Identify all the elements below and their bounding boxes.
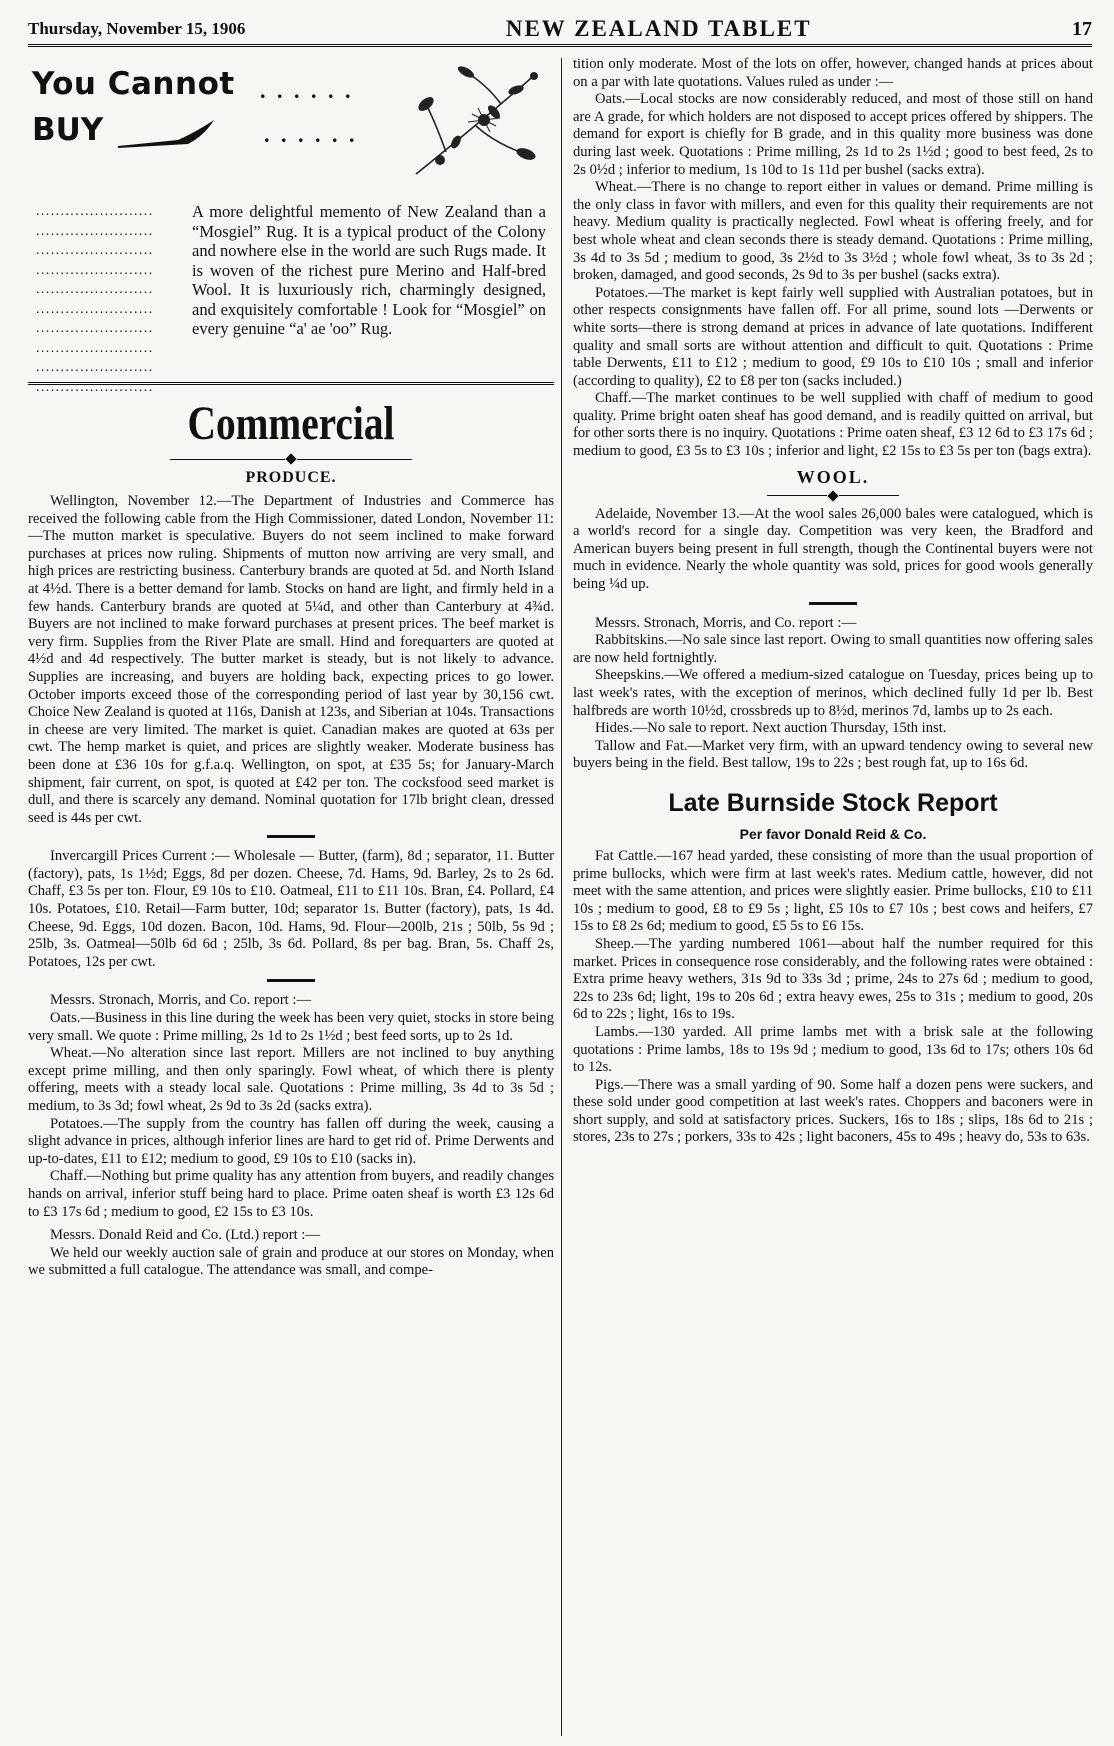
dot-leader: ........................ — [36, 379, 154, 395]
dot-leader: ........................ — [36, 223, 154, 239]
floral-spray-icon — [406, 64, 546, 184]
ad-headline-buy: BUY — [32, 112, 104, 148]
sheepskins: Sheepskins.—We offered a medium-sized catalogue on Tuesday, prices being up to last week's rates, with the exception of merinos, which declined fully 1d per lb. Best halfbreds are worth 10½d, crossbreds up to 8½d, merinos 7d, lambs up to 2s each. — [573, 667, 1093, 719]
invercargill-prices: Invercargill Prices Current :— Wholesale — Butter, (farm), 8d ; separator, 11. Butter (factory), pats, 1s 1½d; Eggs, 8d per dozen. Cheese, 7d. Hams, 9d. Barley, 2s to 2s 6d. Chaff, £3 5s per ton. Flour, £9 10s to £10. Oatmeal, £11 to £11 10s. Bran, £4. Pollard, £4 10s. Potatoes, £10. Retail—Farm butter, 10d; separator 1s. Butter (factory), pats, 1s 4d. Cheese, 9d. Eggs, 10d dozen. Bacon, 10d. Hams, 9d. Flour—200lb, 21s ; 50lb, 5s 9d ; 25lb, 3s. Oatmeal—50lb 6d 6d ; 25lb, 3s 6d. Pollard, 8s per bag. Bran, 5s. Chaff 2s, Potatoes, 12s per cwt. — [28, 848, 554, 970]
dot-leader: ........................ — [36, 301, 154, 317]
dot-leader: ........................ — [36, 204, 154, 219]
reid-auction-text: We held our weekly auction sale of grain and produce at our stores on Monday, when we submitted a full catalogue. The attendance was small, and compe- — [28, 1244, 554, 1279]
stronach-report-intro: Messrs. Stronach, Morris, and Co. report :— — [50, 992, 312, 1009]
ornamental-divider — [28, 455, 554, 463]
section-title-commercial: Commercial — [187, 397, 395, 450]
produce-heading: PRODUCE. — [245, 469, 337, 486]
lambs: Lambs.—130 yarded. All prime lambs met with a brisk sale at the following quotations : Prime lambs, 18s to 19s 9d ; medium to good, 13s 6d to 17s; others 10s 6d to 12s. — [573, 1023, 1093, 1076]
per-favor-credit: Per favor Donald Reid & Co. — [739, 825, 927, 842]
reid-wheat: Wheat.—There is no change to report either in values or demand. Prime milling is the only class in favor with millers, and even for this quality their requirements are not heavy. Medium quality is practically neglected. Fowl wheat is offering freely, and for best whole wheat and clean seconds there is steady demand. Quotations : Prime milling, 3s 4d to 3s 5d ; medium to good, 3s 2½d to 3s 3½d ; whole fowl wheat, 3s to 3s 2d ; broken, damaged, and good seconds, 2s 9d to 3s per bushel (sacks extra). — [573, 179, 1093, 284]
ad-dot-leaders — [36, 202, 186, 397]
sheep: Sheep.—The yarding numbered 1061—about half the number required for this market. Prices in consequence rose considerably, and the following rates were obtained : Extra prime heavy wethers, 31s 9d to 33s 3d ; prime, 24s to 27s 6d ; medium to good, 22s to 23s 6d; light, 19s to 20s 6d ; extra heavy ewes, 25s to 31s ; medium to good, 20s 6d to 22s ; light, 16s to 19s. — [573, 935, 1093, 1023]
fat-cattle: Fat Cattle.—167 head yarded, these consisting of more than the usual proportion of prime bullocks, which were firm at last week's rates. Medium cattle, however, did not meet with the same attention, and prices were slightly easier. Prime bullocks, £10 to £11 10s ; medium to good, £8 to £9 5s ; light, £5 10s to £7 10s ; best cows and heifers, £7 15s to £8 2s 6d; medium to good, £5 5s to £6 15s. — [573, 847, 1093, 935]
stronach-wheat: Wheat.—No alteration since last report. Millers are not inclined to buy anything except prime milling, and then only sparingly. Fowl wheat, of which there is plenty offering, meets with a steady local sale. Quotations : Prime milling, 3s 4d to 3s 5d ; medium, to 3s 3d; fowl wheat, 2s 9d to 3s 2d (sacks extra). — [28, 1045, 554, 1114]
stronach-chaff: Chaff.—Nothing but prime quality has any attention from buyers, and readily changes hands on arrival, inferior stuff being hard to place. Prime oaten sheaf is worth £3 12s 6d to £3 17s 6d ; medium to good, £2 15s to £3 10s. — [28, 1168, 554, 1220]
adelaide-wool-report: Adelaide, November 13.—At the wool sales 26,000 bales were catalogued, which is a world's record for a single day. Competition was very keen, the Bradford and American buyers being present in full strength, though the Continental buyers were not much in evidence. Nearly the whole quantity was sold, prices for good wools generally being ¼d up. — [573, 505, 1093, 593]
ad-dots-2: . . . . . . — [264, 122, 358, 147]
ad-dots-1: . . . . . . — [260, 78, 354, 103]
swoosh-arrow-icon — [118, 116, 218, 150]
issue-date: Thursday, November 15, 1906 — [28, 19, 246, 38]
dot-leader: ........................ — [36, 243, 154, 258]
dot-leader: ........................ — [36, 262, 154, 278]
wool-heading: WOOL. — [796, 466, 870, 487]
ornamental-divider — [573, 492, 1093, 500]
reid-auction-continued: tition only moderate. Most of the lots on offer, however, changed hands at prices about on a par with late quotations. Values ruled as under :— — [573, 56, 1093, 90]
pigs: Pigs.—There was a small yarding of 90. Some half a dozen pens were suckers, and these sold under good competition at last week's rates. Choppers and baconers were in short supply, and sold at satisfactory prices. Suckers, 16s to 18s ; slips, 18s 6d to 21s ; stores, 23s to 27s ; porkers, 33s to 42s ; light baconers, 45s to 49s ; heavy do, 53s to 63s. — [573, 1076, 1093, 1146]
late-burnside-heading: Late Burnside Stock Report — [668, 788, 998, 817]
stronach-potatoes: Potatoes.—The supply from the country has fallen off during the week, causing a slight advance in prices, although inferior lines are hard to get rid of. Prime Derwents and up-to-dates, £11 to £12; medium to good, £9 10s to £10 (sacks in). — [28, 1115, 554, 1167]
mosgiel-rug-advertisement — [28, 56, 554, 395]
stronach-oats: Oats.—Business in this line during the week has been very quiet, stocks in store being very small. We quote : Prime milling, 2s 1d to 2s 1½d ; best feed sorts, up to 2s 1d. — [28, 1010, 554, 1044]
ad-headline-you-cannot: You Cannot — [32, 66, 235, 102]
reid-report-intro: Messrs. Donald Reid and Co. (Ltd.) report :— — [50, 1227, 320, 1244]
ad-body-text: A more delightful memento of New Zealand than a “Mosgiel” Rug. It is a typical product of the Colony and nowhere else in the world are such Rugs made. It is woven of the richest pure Merino and Half-bred Wool. It is luxuriously rich, charmingly designed, and exquisitely comfortable ! Look for “Mosgiel” on every genuine “a' ae 'oo” Rug. — [192, 202, 546, 338]
right-column — [573, 56, 1093, 1738]
tallow-and-fat: Tallow and Fat.—Market very firm, with an upward tendency owing to several new buyers being in the field. Best tallow, 19s to 22s ; best rough fat, up to 16s 6d. — [573, 737, 1093, 772]
short-rule — [267, 835, 315, 838]
masthead — [28, 14, 1092, 47]
wellington-report: Wellington, November 12.—The Department of Industries and Commerce has received the following cable from the High Commissioner, dated London, November 11:—The mutton market is speculative. Buyers do not seem inclined to make forward purchases at prices now ruling. Shipments of mutton now arriving are very small, and high prices are restricting business. Canterbury brands are quoted at 5d. and North Island at 4½d. There is a better demand for lamb. Stocks on hand are light, and firmly held in a few hands. Canterbury brands are quoted at 5¼d, and other than Canterbury at 4¾d. Buyers are not inclined to make forward purchases at present prices. The beef market is very firm. Supplies from the River Plate are small. Hind and forequarters are quoted at 4½d and 4d respectively. The butter market is steady, but is not likely to advance. Supplies are increasing, and buyers are holding back, expecting prices to go lower. October imports exceed those of the corresponding period of last year by 30,156 cwt. Choice New Zealand is quoted at 116s, Danish at 123s, and Siberian at 104s. Transactions in cheese are very limited. The market is quiet. Canadian makes are quoted at 63s per cwt. The hemp market is quiet, and prices are slightly weaker. Moderate business has been done at £36 10s for g.f.a.q. Wellington, on spot, at £35 5s; for January-March shipment, fair current, on spot, is quoted at £42 per ton. The cocksfood seed market is dull, and there is scarcely any demand. Nominal quotation for 17lb bright clean, dressed seed is 44s per cwt. — [28, 493, 554, 826]
short-rule — [267, 979, 315, 982]
page-number: 17 — [1071, 17, 1092, 40]
reid-potatoes: Potatoes.—The market is kept fairly well supplied with Australian potatoes, but in other respects consignments have fallen off. For all prime, sound lots —Derwents or white sorts—there is strong demand at prices in advance of late quotations. Indifferent quality and small sorts are without attention and difficult to quit. Quotations : Prime table Derwents, £11 to £12 ; medium to good, £9 10s to £10 10s ; small and inferior (according to quality), £2 to £8 per ton (sacks included.) — [573, 284, 1093, 389]
dot-leader: ........................ — [36, 321, 154, 336]
rabbitskins: Rabbitskins.—No sale since last report. Owing to small quantities now offering sales are now held fortnightly. — [573, 632, 1093, 666]
dot-leader: ........................ — [36, 282, 154, 297]
reid-oats: Oats.—Local stocks are now considerably reduced, and most of those still on hand are A grade, for which holders are not disposed to accept prices offered by shippers. The demand for export is chiefly for B grade, and in this quality more business was done during last week. Quotations : Prime milling, 2s 1d to 2s 1½d ; good to best feed, 2s to 2s 0½d ; inferior to medium, 1s 10d to 1s 11d per bushel (sacks extra). — [573, 91, 1093, 178]
dot-leader: ........................ — [36, 340, 154, 356]
stronach-wool-intro: Messrs. Stronach, Morris, and Co. report :— — [595, 614, 857, 631]
hides: Hides.—No sale to report. Next auction Thursday, 15th inst. — [595, 720, 947, 737]
left-column — [28, 56, 554, 1738]
column-rule — [561, 58, 562, 1736]
reid-chaff: Chaff.—The market continues to be well supplied with chaff of medium to good quality. Prime bright oaten sheaf has good demand, and is readily quitted on arrival, but for other sorts there is no inquiry. Quotations : Prime oaten sheaf, £3 12 6d to £3 17s 6d ; medium to good, £3 5s to £3 10s ; inferior and light, £2 15s to £3 5s per ton (bags extra). — [573, 390, 1093, 460]
dot-leader: ........................ — [36, 360, 154, 375]
newspaper-title: NEW ZEALAND TABLET — [505, 16, 812, 41]
short-rule — [809, 602, 857, 605]
